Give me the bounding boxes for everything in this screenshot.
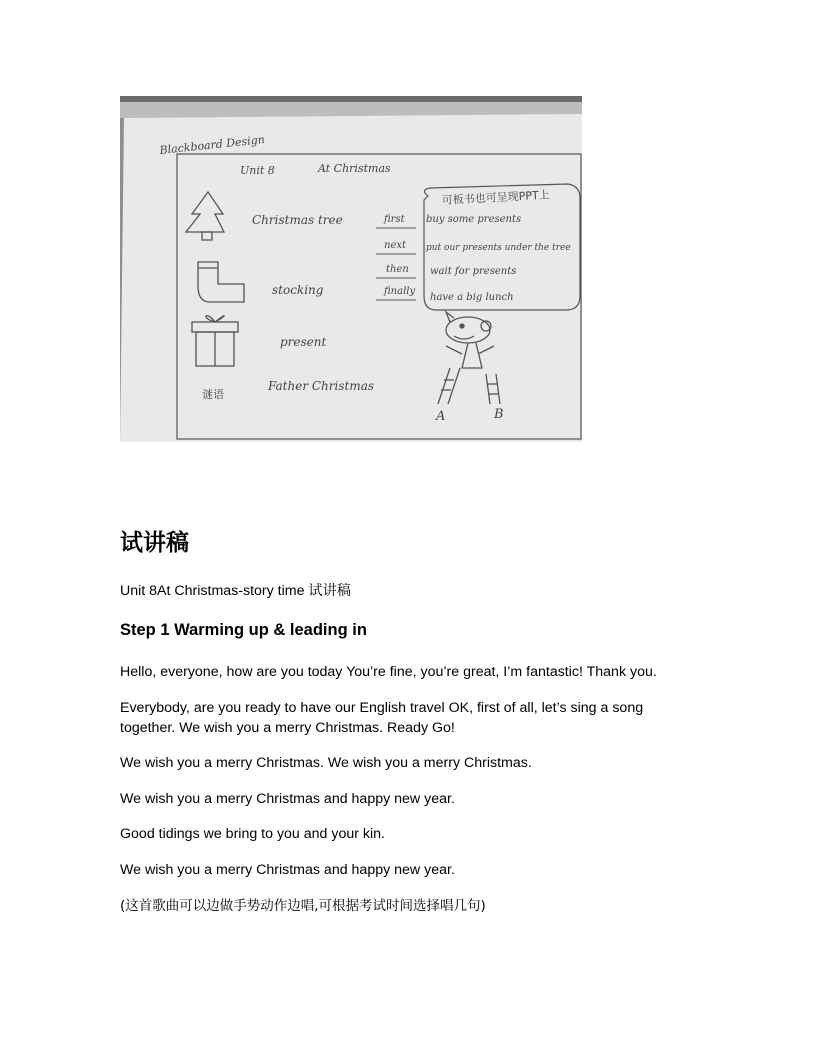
- step-put: put our presents under the tree: [426, 243, 571, 253]
- paragraph-5: Good tidings we bring to you and your kin.: [120, 826, 385, 842]
- paragraph-7-note: (这首歌曲可以边做手势动作边唱,可根据考试时间选择唱几句): [120, 898, 486, 914]
- seq-next: next: [384, 240, 407, 251]
- subtitle: Unit 8At Christmas-story time 试讲稿: [120, 583, 351, 599]
- step-buy: buy some presents: [426, 214, 522, 225]
- photo-unit: Unit 8: [240, 164, 275, 177]
- paragraph-4: We wish you a merry Christmas and happy new year.: [120, 791, 455, 807]
- bubble-note: 可板书也可呈现PPT上: [441, 188, 551, 207]
- paragraph-3: We wish you a merry Christmas. We wish you a merry Christmas.: [120, 755, 532, 771]
- word-stocking: stocking: [272, 283, 324, 297]
- paragraph-6: We wish you a merry Christmas and happy new year.: [120, 862, 455, 878]
- blackboard-design-photo: [120, 96, 582, 442]
- word-present: present: [280, 335, 327, 349]
- word-christmas-tree: Christmas tree: [252, 213, 343, 227]
- ladder-label-a: A: [436, 409, 446, 424]
- word-father-christmas: Father Christmas: [268, 379, 375, 393]
- paragraph-2: Everybody, are you ready to have our English travel OK, first of all, let’s sing a song together. We wish you a merry Christmas. Ready Go!: [120, 700, 644, 736]
- step1-heading: Step 1 Warming up & leading in: [120, 621, 367, 639]
- seq-then: then: [386, 264, 409, 275]
- ladder-label-b: B: [494, 407, 504, 422]
- seq-first: first: [384, 214, 405, 225]
- page-title: 试讲稿: [120, 530, 189, 556]
- step-wait: wait for presents: [430, 266, 517, 277]
- paragraph-1: Hello, everyone, how are you today You’re fine, you’re great, I’m fantastic! Thank you.: [120, 664, 657, 680]
- riddle-label: 谜语: [202, 388, 224, 401]
- photo-caption: Blackboard Design: [158, 133, 266, 157]
- step-lunch: have a big lunch: [430, 292, 514, 303]
- photo-topic: At Christmas: [318, 162, 391, 175]
- seq-finally: finally: [384, 286, 416, 297]
